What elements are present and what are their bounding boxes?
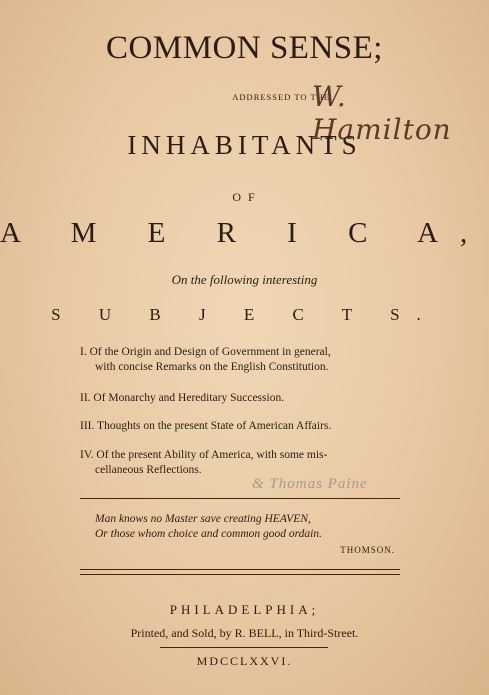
subject-text-cont: cellaneous Reflections. (95, 464, 202, 476)
subject-number: IV. (80, 449, 94, 461)
following-line: On the following interesting (171, 272, 318, 287)
subject-number: III. (80, 420, 95, 432)
subject-text: Of the Origin and Design of Government in general, (89, 346, 331, 358)
subject-number: II. (80, 392, 91, 404)
book-title: COMMON SENSE; (106, 30, 383, 66)
subject-text-cont: with concise Remarks on the English Constitution. (95, 361, 329, 373)
subject-item (80, 448, 420, 478)
imprint-printer: Printed, and Sold, by R. BELL, in Third-Street. (130, 626, 359, 640)
divider (80, 498, 400, 499)
america-line: A M E R I C A, (0, 217, 489, 249)
divider (80, 569, 400, 570)
subject-text: Of Monarchy and Hereditary Succession. (93, 392, 285, 404)
subject-text: Of the present Ability of America, with some mis- (96, 449, 328, 461)
divider (80, 574, 400, 575)
subject-number: I. (80, 346, 87, 358)
subject-item (80, 391, 420, 406)
epigraph (95, 512, 395, 555)
subject-item (80, 345, 420, 375)
epigraph-line: Man knows no Master save creating HEAVEN, (95, 513, 311, 525)
inhabitants-line: INHABITANTS (127, 130, 362, 160)
epigraph-author: THOMSON. (340, 545, 395, 555)
author-annotation: & Thomas Paine (252, 476, 368, 492)
imprint-year: MDCCLXXVI. (196, 654, 293, 668)
owner-signature: W. Hamilton (312, 80, 452, 146)
of-line: O F (232, 190, 257, 204)
epigraph-line: Or those whom choice and common good ordain. (95, 528, 322, 540)
subject-item (80, 419, 420, 434)
divider (160, 647, 328, 648)
subject-text: Thoughts on the present State of American Affairs. (97, 420, 332, 432)
subjects-heading: S U B J E C T S. (51, 305, 438, 324)
imprint-city: PHILADELPHIA; (169, 602, 320, 617)
addressed-line: ADDRESSED TO THE (232, 92, 330, 102)
